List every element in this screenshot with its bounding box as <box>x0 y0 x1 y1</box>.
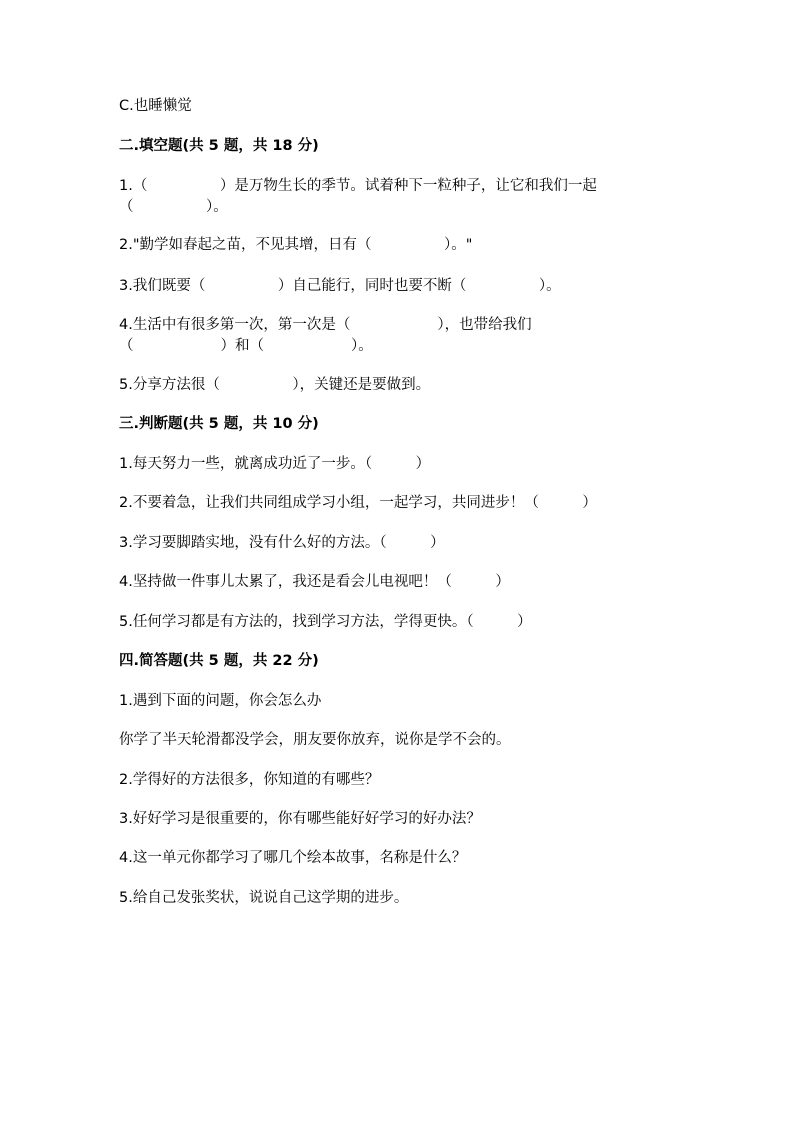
true-false-question-1: 1.每天努力一些，就离成功近了一步。（ ） <box>119 456 431 472</box>
true-false-question-2: 2.不要着急，让我们共同组成学习小组，一起学习，共同进步！（ ） <box>119 495 597 511</box>
fill-in-question-4-line-1: 4.生活中有很多第一次，第一次是（ ），也带给我们 <box>119 317 532 333</box>
fill-in-question-2: 2."勤学如春起之苗，不见其增，日有（ ）。" <box>119 237 473 253</box>
short-answer-question-2: 2.学得好的方法很多，你知道的有哪些？ <box>119 772 380 788</box>
option-c: C.也睡懒觉 <box>119 98 192 114</box>
true-false-question-4: 4.坚持做一件事儿太累了，我还是看会儿电视吧！（ ） <box>119 574 510 590</box>
short-answer-question-4: 4.这一单元你都学习了哪几个绘本故事，名称是什么？ <box>119 850 467 866</box>
fill-in-question-1-line-1: 1.（ ）是万物生长的季节。试着种下一粒种子，让它和我们一起 <box>119 178 597 194</box>
fill-in-question-4-line-2: （ ）和（ ）。 <box>119 338 373 354</box>
section-heading-fill-in: 二.填空题(共 5 题，共 18 分) <box>119 138 319 154</box>
short-answer-question-1-detail: 你学了半天轮滑都没学会，朋友要你放弃，说你是学不会的。 <box>119 732 511 748</box>
true-false-question-5: 5.任何学习都是有方法的，找到学习方法，学得更快。（ ） <box>119 614 532 630</box>
short-answer-question-3: 3.好好学习是很重要的，你有哪些能好好学习的好办法？ <box>119 811 481 827</box>
short-answer-question-1: 1.遇到下面的问题，你会怎么办 <box>119 693 322 709</box>
short-answer-question-5: 5.给自己发张奖状，说说自己这学期的进步。 <box>119 890 409 906</box>
true-false-question-3: 3.学习要脚踏实地，没有什么好的方法。（ ） <box>119 535 445 551</box>
fill-in-question-1-line-2: （ ）。 <box>119 199 228 215</box>
section-heading-short-answer: 四.简答题(共 5 题，共 22 分) <box>119 653 319 669</box>
fill-in-question-3: 3.我们既要（ ）自己能行，同时也要不断（ ）。 <box>119 278 561 294</box>
section-heading-true-false: 三.判断题(共 5 题，共 10 分) <box>119 416 319 432</box>
fill-in-question-5: 5.分享方法很（ ），关键还是要做到。 <box>119 377 431 393</box>
